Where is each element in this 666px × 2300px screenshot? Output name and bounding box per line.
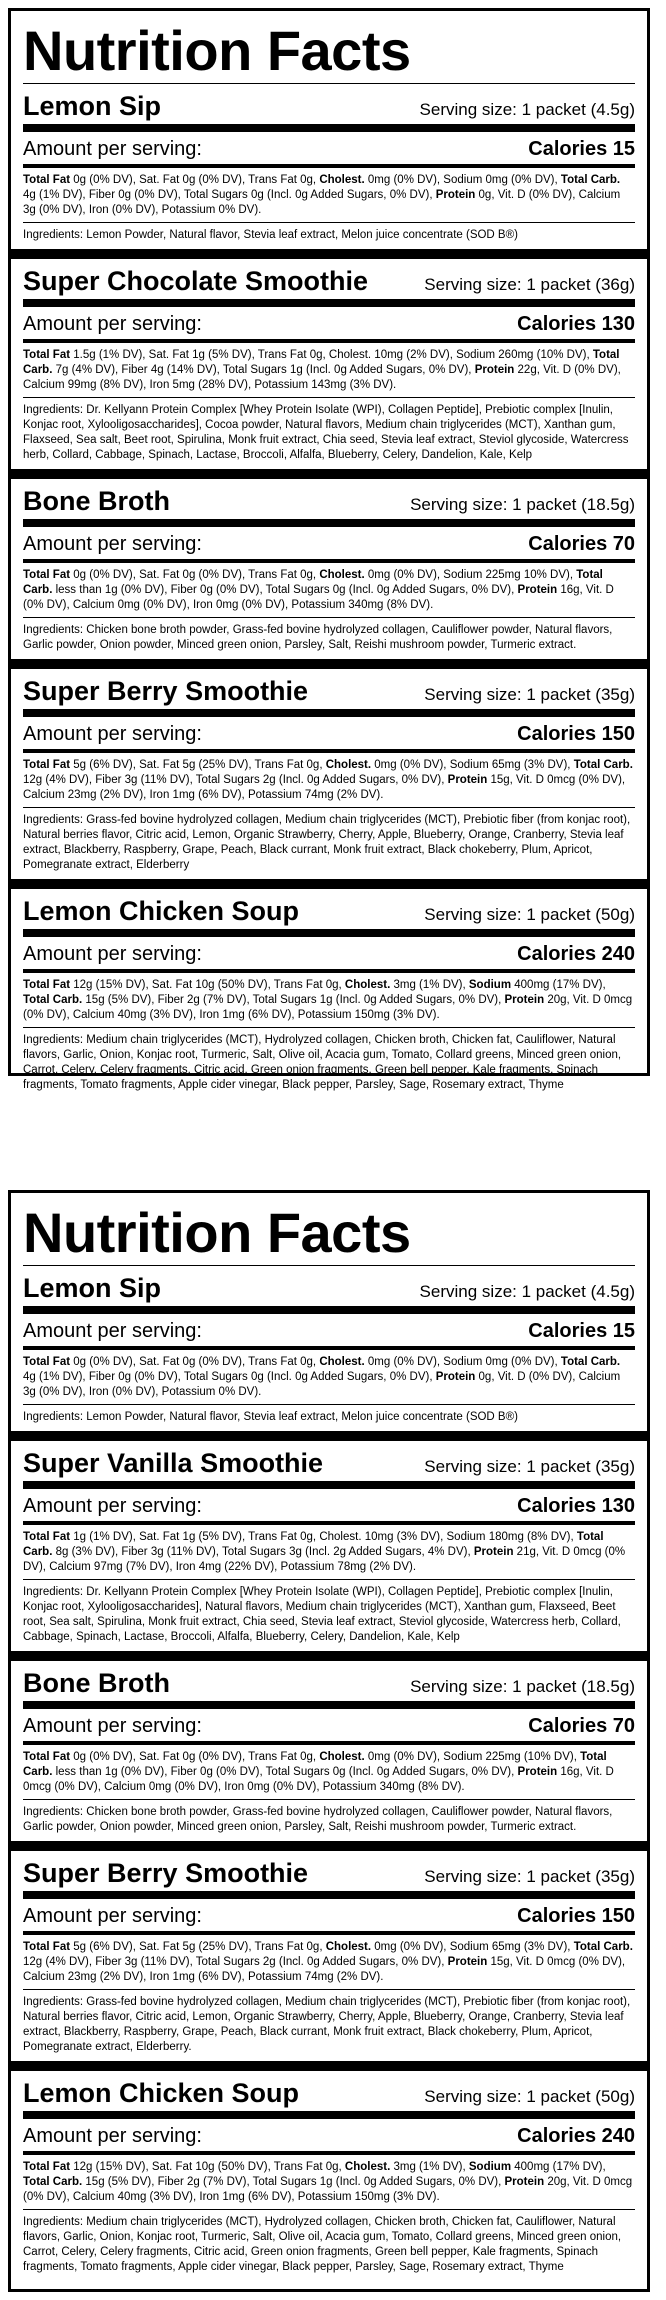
- nutrient-label: Protein: [517, 1766, 558, 1778]
- product-header: [23, 1661, 635, 1709]
- nutrient-value: 4g (1% DV), Fiber 0g (0% DV), Total Sugars 0g (Incl. 0g Added Sugars, 0% DV),: [23, 189, 436, 201]
- nutrient-value: 4g (1% DV), Fiber 0g (0% DV), Total Sugars 0g (Incl. 0g Added Sugars, 0% DV),: [23, 1371, 436, 1383]
- nutrition-panel: [8, 8, 650, 1091]
- nutrient-label: Protein: [504, 2176, 545, 2188]
- product-section: [23, 889, 635, 1099]
- nutrient-value: 20g, Vit. D 0mcg (0% DV), Calcium 40mg (3% DV), Iron 1mg (6% DV), Potassium 150mg (3% DV).: [23, 2176, 633, 2203]
- nutrient-value: 400mg (17% DV),: [511, 979, 606, 991]
- amount-row: [23, 1709, 635, 1745]
- nutrient-label: Protein: [435, 1371, 476, 1383]
- nutrient-label: Total Fat: [23, 1941, 71, 1953]
- panel-title: Nutrition Facts: [23, 19, 411, 82]
- product-section: [23, 84, 635, 249]
- serving-size: Serving size: 1 packet (18.5g): [410, 495, 635, 514]
- product-section: [23, 1441, 635, 1651]
- nutrient-value: 16g, Vit. D 0mcg (0% DV), Calcium 0mg (0% DV), Iron 0mg (0% DV), Potassium 340mg (8% DV).: [23, 1766, 614, 1793]
- amount-per-serving-label: Amount per serving:: [23, 2125, 202, 2147]
- nutrient-value: 0mg (0% DV), Sodium 225mg (10% DV),: [364, 1751, 581, 1763]
- calories-value: Calories 240: [517, 943, 635, 965]
- nutrient-value: 7g (4% DV), Fiber 4g (14% DV), Total Sugars 1g (Incl. 0g Added Sugars, 0% DV),: [52, 364, 475, 376]
- calories-value: Calories 130: [517, 313, 635, 335]
- nutrient-facts: [23, 563, 635, 618]
- nutrient-value: 16g, Vit. D (0% DV), Calcium 0mg (0% DV), Iron 0mg (0% DV), Potassium 340mg (8% DV).: [23, 584, 614, 611]
- calories-value: Calories 240: [517, 2125, 635, 2147]
- nutrient-value: 12g (15% DV), Sat. Fat 10g (50% DV), Trans Fat 0g,: [70, 2161, 345, 2173]
- amount-per-serving-label: Amount per serving:: [23, 1495, 202, 1517]
- amount-per-serving-label: Amount per serving:: [23, 943, 202, 965]
- product-name: Lemon Sip: [23, 91, 162, 121]
- product-name: Super Berry Smoothie: [23, 676, 309, 706]
- product-name: Bone Broth: [23, 486, 170, 516]
- section-separator: [11, 469, 647, 479]
- calories-value: Calories 70: [528, 1715, 635, 1737]
- ingredients-text: Ingredients: Medium chain triglycerides (MCT), Hydrolyzed collagen, Chicken broth, Chicken fat, Cauliflower, Natural flavors, Garlic, Onion, Konjac root, Turmeric, Salt, Olive oil, Acacia gum, Tomato, Collard greens, Minced green onion, Carrot, Celery, Celery fragments, Citric acid, Green onion fragments, Green bell pepper, Kale fragments, Spinach fragments, Tomato fragments, Apple cider vinegar, Black pepper, Parsley, Sage, Rosemary extract, Thyme: [23, 2216, 622, 2273]
- product-section: [23, 259, 635, 469]
- nutrient-value: 0mg (0% DV), Sodium 0mg (0% DV),: [364, 1356, 561, 1368]
- serving-size: Serving size: 1 packet (50g): [424, 2087, 635, 2106]
- nutrient-facts: [23, 2155, 635, 2210]
- nutrient-value: less than 1g (0% DV), Fiber 0g (0% DV), Total Sugars 0g (Incl. 0g Added Sugars, 0% DV),: [52, 1766, 518, 1778]
- serving-size: Serving size: 1 packet (36g): [424, 275, 635, 294]
- amount-row: [23, 1489, 635, 1525]
- nutrient-label: Protein: [504, 994, 545, 1006]
- calories-value: Calories 70: [528, 533, 635, 555]
- product-name: Bone Broth: [23, 1668, 170, 1698]
- product-section: [23, 1851, 635, 2061]
- nutrient-label: Total Carb.: [23, 349, 620, 376]
- calories-value: Calories 15: [528, 138, 635, 160]
- nutrient-facts: [23, 1350, 635, 1405]
- nutrient-value: 5g (6% DV), Sat. Fat 5g (25% DV), Trans Fat 0g,: [70, 1941, 326, 1953]
- product-name: Lemon Sip: [23, 1273, 162, 1303]
- nutrient-value: 1g (1% DV), Sat. Fat 1g (5% DV), Trans Fat 0g, Cholest. 10mg (3% DV), Sodium 180mg (8% DV),: [70, 1531, 577, 1543]
- nutrient-label: Total Carb.: [560, 1356, 621, 1368]
- nutrient-label: Cholest.: [319, 1751, 365, 1763]
- amount-row: [23, 717, 635, 753]
- nutrient-value: 0g (0% DV), Sat. Fat 0g (0% DV), Trans Fat 0g,: [70, 1751, 320, 1763]
- nutrient-label: Total Fat: [23, 174, 71, 186]
- nutrient-label: Total Fat: [23, 569, 71, 581]
- nutrient-value: 0g (0% DV), Sat. Fat 0g (0% DV), Trans Fat 0g,: [70, 569, 320, 581]
- ingredients-text: Ingredients: Dr. Kellyann Protein Complex [Whey Protein Isolate (WPI), Collagen Peptide], Prebiotic complex [Inulin, Konjac root, Xylooligosaccharides], Natural flavors, Medium chain triglycerides (MCT), Xanthan gum, Flaxseed, Beet root, Sea salt, Spirulina, Monk fruit extract, Chia seed, Stevia leaf extract, Steviol glycoside, Watercress herb, Collard, Cabbage, Spinach, Lactase, Broccoli, Alfalfa, Blueberry, Celery, Dandelion, Kale, Kelp: [23, 1586, 621, 1643]
- ingredients-text: Ingredients: Lemon Powder, Natural flavor, Stevia leaf extract, Melon juice concentrate (SOD B®): [23, 229, 518, 241]
- nutrient-value: 20g, Vit. D 0mcg (0% DV), Calcium 40mg (3% DV), Iron 1mg (6% DV), Potassium 150mg (3% DV).: [23, 994, 633, 1021]
- serving-size: Serving size: 1 packet (35g): [424, 685, 635, 704]
- serving-size: Serving size: 1 packet (35g): [424, 1867, 635, 1886]
- nutrient-value: 0mg (0% DV), Sodium 65mg (3% DV),: [371, 759, 574, 771]
- product-header: [23, 1441, 635, 1489]
- nutrient-value: 22g, Vit. D (0% DV), Calcium 99mg (8% DV), Iron 5mg (28% DV), Potassium 143mg (3% DV).: [23, 364, 621, 391]
- amount-row: [23, 307, 635, 343]
- serving-size: Serving size: 1 packet (4.5g): [419, 100, 635, 119]
- ingredients-text: Ingredients: Grass-fed bovine hydrolyzed collagen, Medium chain triglycerides (MCT), Prebiotic fiber (from konjac root), Natural berries flavor, Citric acid, Lemon, Organic Strawberry, Cherry, Apple, Blueberry, Orange, Cranberry, Stevia leaf extract, Blackberry, Raspberry, Grape, Peach, Black currant, Monk fruit extract, Black chokeberry, Plum, Apricot, Pomegranate extract, Elderberry: [23, 814, 631, 871]
- nutrient-facts: [23, 1745, 635, 1800]
- nutrient-label: Total Fat: [23, 979, 71, 991]
- amount-row: [23, 1899, 635, 1935]
- section-separator: [11, 1841, 647, 1851]
- nutrient-value: 1.5g (1% DV), Sat. Fat 1g (5% DV), Trans Fat 0g, Cholest. 10mg (2% DV), Sodium 260mg (10% DV),: [70, 349, 593, 361]
- nutrient-label: Protein: [435, 189, 476, 201]
- nutrition-panel: [8, 1190, 650, 2292]
- calories-value: Calories 150: [517, 1905, 635, 1927]
- nutrient-facts: [23, 343, 635, 398]
- nutrient-value: 0mg (0% DV), Sodium 0mg (0% DV),: [364, 174, 561, 186]
- nutrient-facts: [23, 1525, 635, 1580]
- nutrient-value: 15g (5% DV), Fiber 2g (7% DV), Total Sugars 1g (Incl. 0g Added Sugars, 0% DV),: [82, 994, 505, 1006]
- ingredients-text: Ingredients: Chicken bone broth powder, Grass-fed bovine hydrolyzed collagen, Cauliflower powder, Natural flavors, Garlic powder, Onion powder, Minced green onion, Parsley, Salt, Reishi mushroom powder, Turmeric extract.: [23, 1806, 613, 1833]
- nutrient-label: Cholest.: [325, 1941, 372, 1953]
- nutrient-value: 0g, Vit. D (0% DV), Calcium 3g (0% DV), Iron (0% DV), Potassium 0% DV).: [23, 189, 621, 216]
- nutrient-label: Total Carb.: [23, 2176, 83, 2188]
- product-section: [23, 2071, 635, 2281]
- nutrient-value: 15g, Vit. D 0mcg (0% DV), Calcium 23mg (2% DV), Iron 1mg (6% DV), Potassium 74mg (2% DV).: [23, 774, 626, 801]
- nutrient-value: 8g (3% DV), Fiber 3g (11% DV), Total Sugars 3g (Incl. 2g Added Sugars, 4% DV),: [52, 1546, 474, 1558]
- product-header: [23, 84, 635, 132]
- nutrient-value: 15g, Vit. D 0mcg (0% DV), Calcium 23mg (2% DV), Iron 1mg (6% DV), Potassium 74mg (2% DV).: [23, 1956, 626, 1983]
- product-header: [23, 1851, 635, 1899]
- serving-size: Serving size: 1 packet (35g): [424, 1457, 635, 1476]
- nutrient-label: Sodium: [468, 979, 512, 991]
- nutrient-facts: [23, 753, 635, 808]
- serving-size: Serving size: 1 packet (18.5g): [410, 1677, 635, 1696]
- ingredients-text: Ingredients: Chicken bone broth powder, Grass-fed bovine hydrolyzed collagen, Cauliflower powder, Natural flavors, Garlic powder, Onion powder, Minced green onion, Parsley, Salt, Reishi mushroom powder, Turmeric extract.: [23, 624, 613, 651]
- section-separator: [11, 249, 647, 259]
- nutrient-label: Total Carb.: [573, 759, 633, 771]
- nutrient-facts: [23, 973, 635, 1028]
- nutrient-value: 5g (6% DV), Sat. Fat 5g (25% DV), Trans Fat 0g,: [70, 759, 326, 771]
- amount-per-serving-label: Amount per serving:: [23, 1715, 202, 1737]
- nutrient-value: 0g, Vit. D (0% DV), Calcium 3g (0% DV), Iron (0% DV), Potassium 0% DV).: [23, 1371, 621, 1398]
- nutrient-facts: [23, 1935, 635, 1990]
- amount-per-serving-label: Amount per serving:: [23, 313, 202, 335]
- nutrient-value: less than 1g (0% DV), Fiber 0g (0% DV), Total Sugars 0g (Incl. 0g Added Sugars, 0% DV),: [52, 584, 518, 596]
- nutrient-label: Total Carb.: [23, 569, 603, 596]
- amount-per-serving-label: Amount per serving:: [23, 138, 202, 160]
- amount-per-serving-label: Amount per serving:: [23, 723, 202, 745]
- amount-row: [23, 527, 635, 563]
- product-name: Super Chocolate Smoothie: [23, 266, 369, 296]
- nutrient-label: Total Fat: [23, 1356, 71, 1368]
- nutrient-value: 0g (0% DV), Sat. Fat 0g (0% DV), Trans Fat 0g,: [70, 1356, 320, 1368]
- nutrient-value: 12g (15% DV), Sat. Fat 10g (50% DV), Trans Fat 0g,: [70, 979, 345, 991]
- nutrient-value: 0mg (0% DV), Sodium 225mg 10% DV),: [364, 569, 577, 581]
- nutrient-label: Total Carb.: [560, 174, 621, 186]
- nutrient-label: Total Fat: [23, 2161, 71, 2173]
- calories-value: Calories 150: [517, 723, 635, 745]
- nutrient-label: Protein: [473, 1546, 514, 1558]
- amount-per-serving-label: Amount per serving:: [23, 1905, 202, 1927]
- serving-size: Serving size: 1 packet (4.5g): [419, 1282, 635, 1301]
- product-name: Lemon Chicken Soup: [23, 2078, 300, 2108]
- amount-row: [23, 132, 635, 168]
- nutrient-label: Total Carb.: [23, 1751, 607, 1778]
- amount-per-serving-label: Amount per serving:: [23, 533, 202, 555]
- amount-row: [23, 937, 635, 973]
- ingredients-text: Ingredients: Grass-fed bovine hydrolyzed collagen, Medium chain triglycerides (MCT), Prebiotic fiber (from konjac root), Natural berries flavor, Citric acid, Lemon, Organic Strawberry, Cherry, Apple, Blueberry, Orange, Cranberry, Stevia leaf extract, Blackberry, Raspberry, Grape, Peach, Black currant, Monk fruit extract, Black chokeberry, Plum, Apricot, Pomegranate extract, Elderberry.: [23, 1996, 631, 2053]
- product-name: Super Berry Smoothie: [23, 1858, 309, 1888]
- nutrient-label: Total Fat: [23, 1531, 71, 1543]
- nutrient-label: Total Carb.: [573, 1941, 633, 1953]
- amount-row: [23, 1314, 635, 1350]
- calories-value: Calories 130: [517, 1495, 635, 1517]
- product-header: [23, 669, 635, 717]
- product-header: [23, 1266, 635, 1314]
- nutrient-label: Protein: [447, 1956, 488, 1968]
- product-section: [23, 1661, 635, 1841]
- ingredients-text: Ingredients: Dr. Kellyann Protein Complex [Whey Protein Isolate (WPI), Collagen Peptide], Prebiotic complex [Inulin, Konjac root, Xylooligosaccharides], Cocoa powder, Natural flavors, Medium chain triglycerides (MCT), Xanthan gum, Flaxseed, Sea salt, Beet root, Spirulina, Monk fruit extract, Chia seed, Stevia leaf extract, Steviol glycoside, Watercress herb, Collard, Cabbage, Spinach, Lactase, Broccoli, Alfalfa, Blueberry, Celery, Dandelion, Kale, Kelp: [23, 404, 629, 461]
- nutrient-label: Cholest.: [319, 174, 365, 186]
- product-header: [23, 889, 635, 937]
- nutrient-value: 12g (4% DV), Fiber 3g (11% DV), Total Sugars 2g (Incl. 0g Added Sugars, 0% DV),: [23, 1956, 448, 1968]
- nutrient-label: Cholest.: [319, 1356, 365, 1368]
- nutrient-value: 3mg (1% DV),: [390, 979, 469, 991]
- amount-row: [23, 2119, 635, 2155]
- section-separator: [11, 659, 647, 669]
- nutrient-value: 400mg (17% DV),: [511, 2161, 606, 2173]
- panel-title: Nutrition Facts: [23, 1201, 411, 1264]
- nutrient-label: Cholest.: [319, 569, 365, 581]
- section-separator: [11, 1651, 647, 1661]
- product-section: [23, 479, 635, 659]
- nutrient-label: Total Carb.: [23, 994, 83, 1006]
- product-header: [23, 259, 635, 307]
- nutrient-label: Protein: [517, 584, 558, 596]
- nutrient-label: Protein: [447, 774, 488, 786]
- nutrient-label: Cholest.: [344, 2161, 391, 2173]
- section-separator: [11, 879, 647, 889]
- product-section: [23, 669, 635, 879]
- product-header: [23, 2071, 635, 2119]
- nutrient-label: Sodium: [468, 2161, 512, 2173]
- section-separator: [11, 2061, 647, 2071]
- nutrient-value: 0g (0% DV), Sat. Fat 0g (0% DV), Trans Fat 0g,: [70, 174, 320, 186]
- product-section: [23, 1266, 635, 1431]
- nutrient-value: 3mg (1% DV),: [390, 2161, 469, 2173]
- nutrient-label: Total Fat: [23, 1751, 71, 1763]
- nutrient-value: 0mg (0% DV), Sodium 65mg (3% DV),: [371, 1941, 574, 1953]
- nutrient-label: Total Carb.: [23, 1531, 604, 1558]
- nutrient-value: 21g, Vit. D 0mcg (0% DV), Calcium 97mg (7% DV), Iron 4mg (22% DV), Potassium 78mg (2% DV).: [23, 1546, 626, 1573]
- amount-per-serving-label: Amount per serving:: [23, 1320, 202, 1342]
- nutrient-facts: [23, 168, 635, 223]
- nutrient-value: 15g (5% DV), Fiber 2g (7% DV), Total Sugars 1g (Incl. 0g Added Sugars, 0% DV),: [82, 2176, 505, 2188]
- nutrient-value: 12g (4% DV), Fiber 3g (11% DV), Total Sugars 2g (Incl. 0g Added Sugars, 0% DV),: [23, 774, 448, 786]
- ingredients-text: Ingredients: Lemon Powder, Natural flavor, Stevia leaf extract, Melon juice concentrate (SOD B®): [23, 1411, 518, 1423]
- serving-size: Serving size: 1 packet (50g): [424, 905, 635, 924]
- product-name: Super Vanilla Smoothie: [23, 1448, 324, 1478]
- nutrient-label: Total Fat: [23, 759, 71, 771]
- product-name: Lemon Chicken Soup: [23, 896, 300, 926]
- ingredients-text: Ingredients: Medium chain triglycerides (MCT), Hydrolyzed collagen, Chicken broth, Chicken fat, Cauliflower, Natural flavors, Garlic, Onion, Konjac root, Turmeric, Salt, Olive oil, Acacia gum, Tomato, Collard greens, Minced green onion, Carrot, Celery, Celery fragments, Citric acid, Green onion fragments, Green bell pepper, Kale fragments, Spinach fragments, Tomato fragments, Apple cider vinegar, Black pepper, Parsley, Sage, Rosemary extract, Thyme: [23, 1034, 622, 1091]
- nutrient-label: Cholest.: [325, 759, 372, 771]
- product-header: [23, 479, 635, 527]
- nutrient-label: Total Fat: [23, 349, 71, 361]
- nutrient-label: Cholest.: [344, 979, 391, 991]
- nutrient-label: Protein: [474, 364, 515, 376]
- section-separator: [11, 1431, 647, 1441]
- calories-value: Calories 15: [528, 1320, 635, 1342]
